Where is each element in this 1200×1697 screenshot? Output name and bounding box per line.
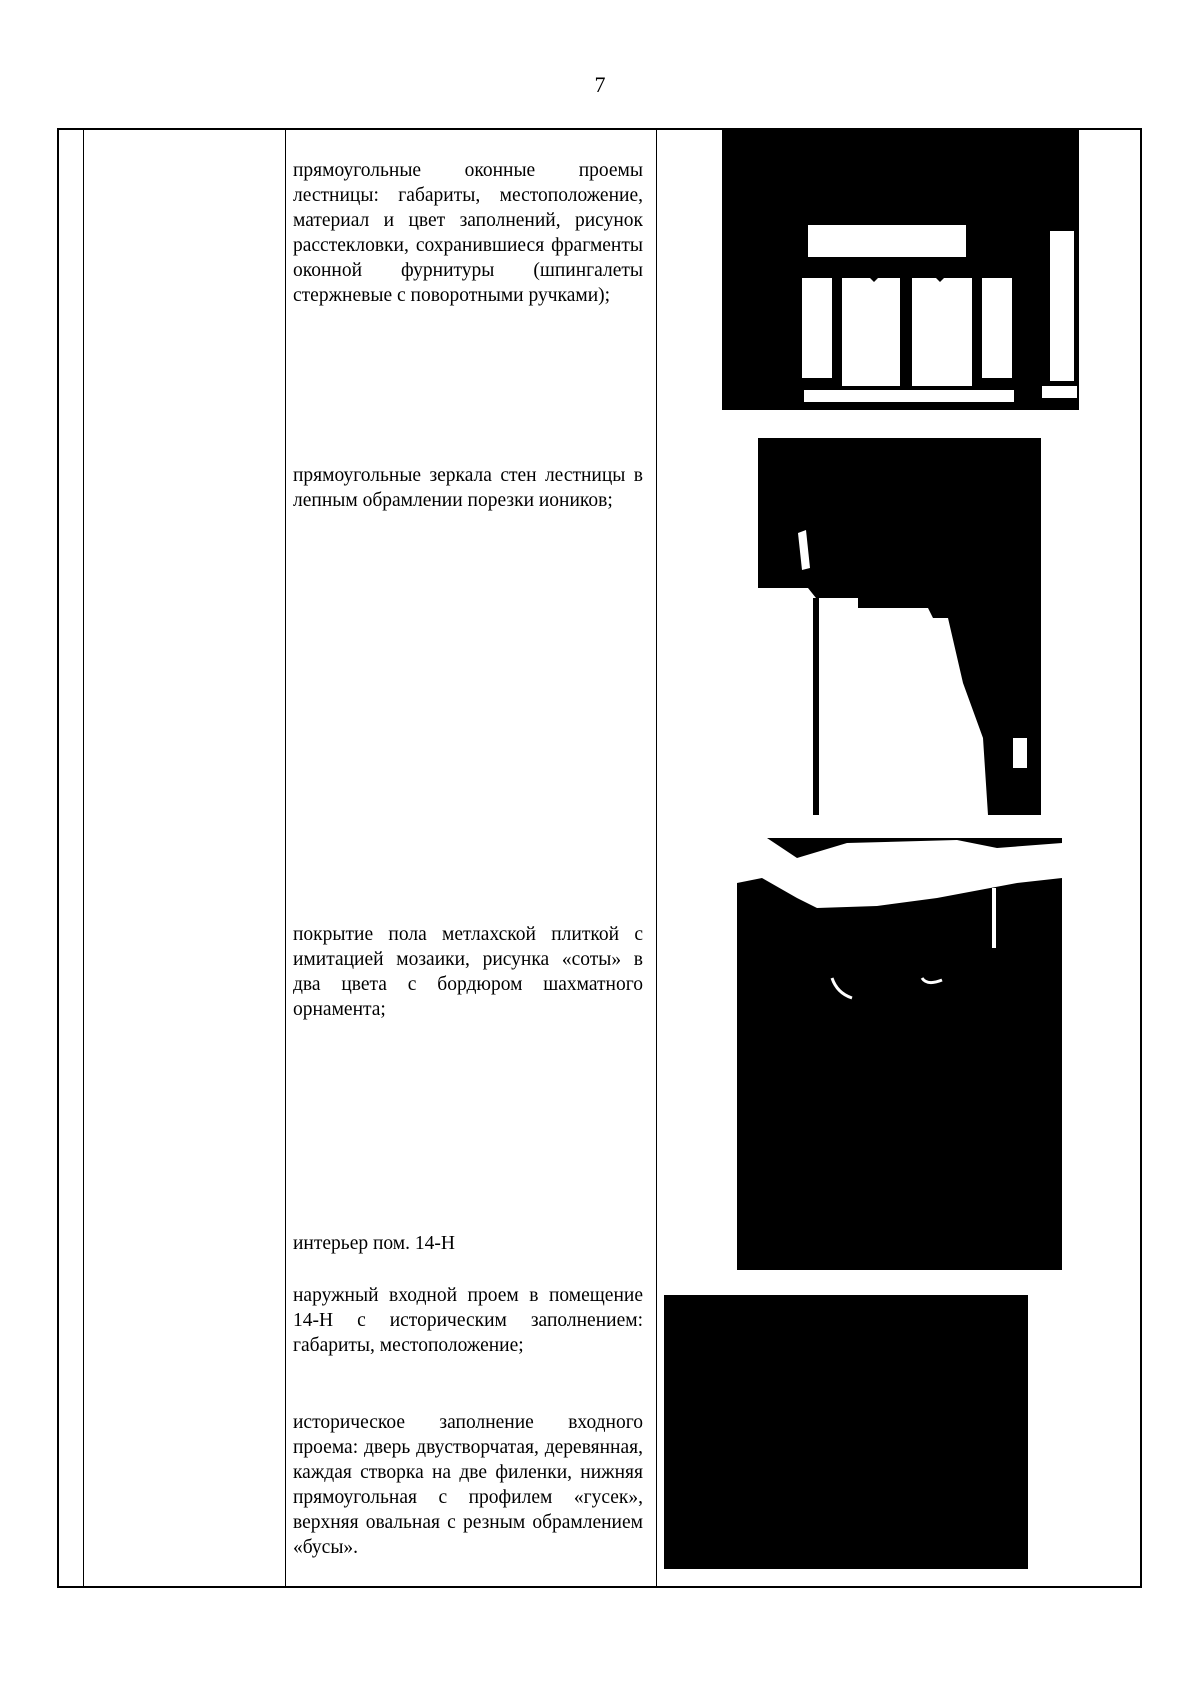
- item-floor-covering: покрытие пола метлахской плиткой с имитацией мозаики, рисунка «соты» в два цвета с бордюром шахматного орнамента;: [293, 924, 643, 1020]
- column-divider: [656, 130, 657, 1586]
- page-number: 7: [594, 72, 606, 97]
- item-window-openings: прямоугольные оконные проемы лестницы: габариты, местоположение, материал и цвет заполнений, рисунок расстекловки, сохранившиеся фрагменты оконной фурнитуры (шпингалеты стержневые с поворотными ручками);: [293, 160, 643, 306]
- photo-floor: [737, 838, 1062, 1270]
- column-divider: [83, 130, 84, 1586]
- item-wall-mirrors: прямоугольные зеркала стен лестницы в лепным обрамлении порезки иоников;: [293, 465, 643, 511]
- photo-window: [722, 128, 1079, 410]
- item-entrance-opening: наружный входной проем в помещение 14-Н с историческим заполнением: габариты, местоположение;: [293, 1285, 643, 1356]
- photo-mirror: [758, 438, 1041, 815]
- photo-door: [664, 1295, 1028, 1569]
- column-divider: [285, 130, 286, 1586]
- item-interior-heading: интерьер пом. 14-Н: [293, 1233, 455, 1254]
- item-entrance-filling: историческое заполнение входного проема: дверь двустворчатая, деревянная, каждая створка на две филенки, нижняя прямоугольная с профилем «гусек», верхняя овальная с резным обрамлением «бусы».: [293, 1412, 643, 1558]
